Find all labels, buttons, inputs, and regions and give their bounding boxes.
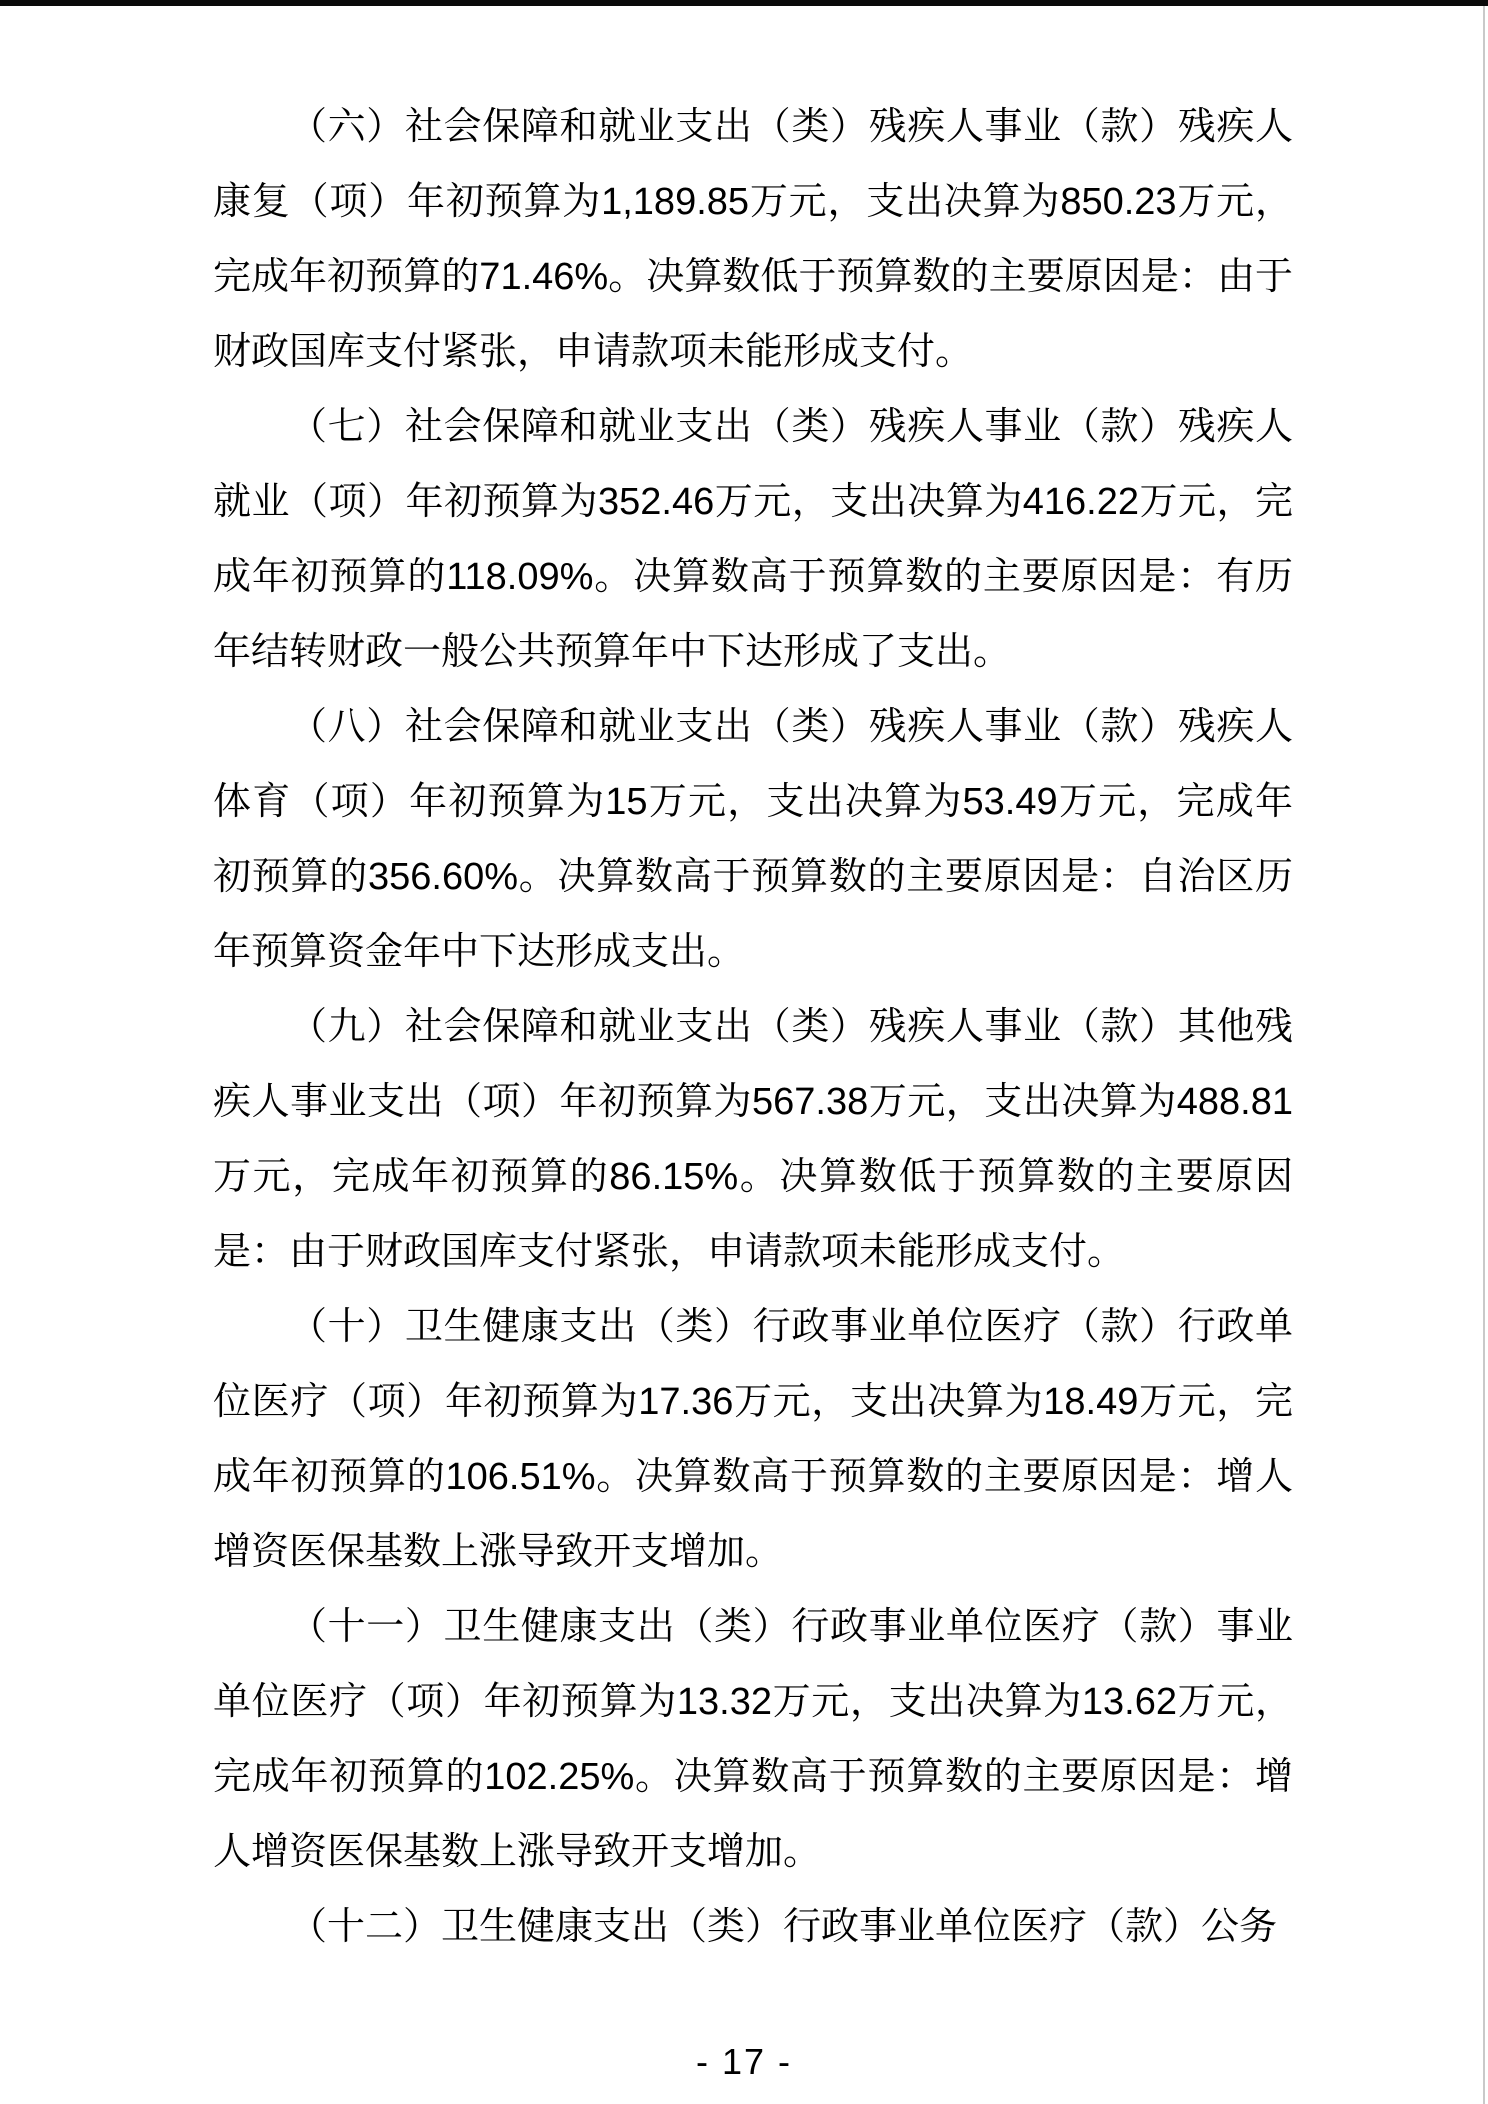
- page-number: - 17 -: [695, 2041, 793, 2082]
- paragraph-item-8: （八）社会保障和就业支出（类）残疾人事业（款）残疾人体育（项）年初预算为15万元，支出决算为53.49万元，完成年初预算的356.60%。决算数高于预算数的主要原因是：自治区历年预算资金年中下达形成支出。: [213, 706, 1293, 973]
- paragraph-item-7: （七）社会保障和就业支出（类）残疾人事业（款）残疾人就业（项）年初预算为352.46万元，支出决算为416.22万元，完成年初预算的118.09%。决算数高于预算数的主要原因是：有历年结转财政一般公共预算年中下达形成了支出。: [213, 406, 1293, 673]
- document-body: [213, 90, 1293, 1965]
- scan-border-top: [0, 0, 1488, 6]
- paragraph-item-9: （九）社会保障和就业支出（类）残疾人事业（款）其他残疾人事业支出（项）年初预算为567.38万元，支出决算为488.81万元，完成年初预算的86.15%。决算数低于预算数的主要原因是：由于财政国库支付紧张，申请款项未能形成支付。: [213, 1006, 1293, 1273]
- paragraph-item-6: （六）社会保障和就业支出（类）残疾人事业（款）残疾人康复（项）年初预算为1,189.85万元，支出决算为850.23万元，完成年初预算的71.46%。决算数低于预算数的主要原因是：由于财政国库支付紧张，申请款项未能形成支付。: [213, 106, 1293, 373]
- paragraph-item-11: （十一）卫生健康支出（类）行政事业单位医疗（款）事业单位医疗（项）年初预算为13.32万元，支出决算为13.62万元，完成年初预算的102.25%。决算数高于预算数的主要原因是：增人增资医保基数上涨导致开支增加。: [213, 1606, 1293, 1873]
- paragraph-item-10: （十）卫生健康支出（类）行政事业单位医疗（款）行政单位医疗（项）年初预算为17.36万元，支出决算为18.49万元，完成年初预算的106.51%。决算数高于预算数的主要原因是：增人增资医保基数上涨导致开支增加。: [213, 1306, 1293, 1573]
- scan-edge-right-line: [1483, 6, 1485, 2104]
- paragraph-item-12: （十二）卫生健康支出（类）行政事业单位医疗（款）公务: [289, 1906, 1278, 1948]
